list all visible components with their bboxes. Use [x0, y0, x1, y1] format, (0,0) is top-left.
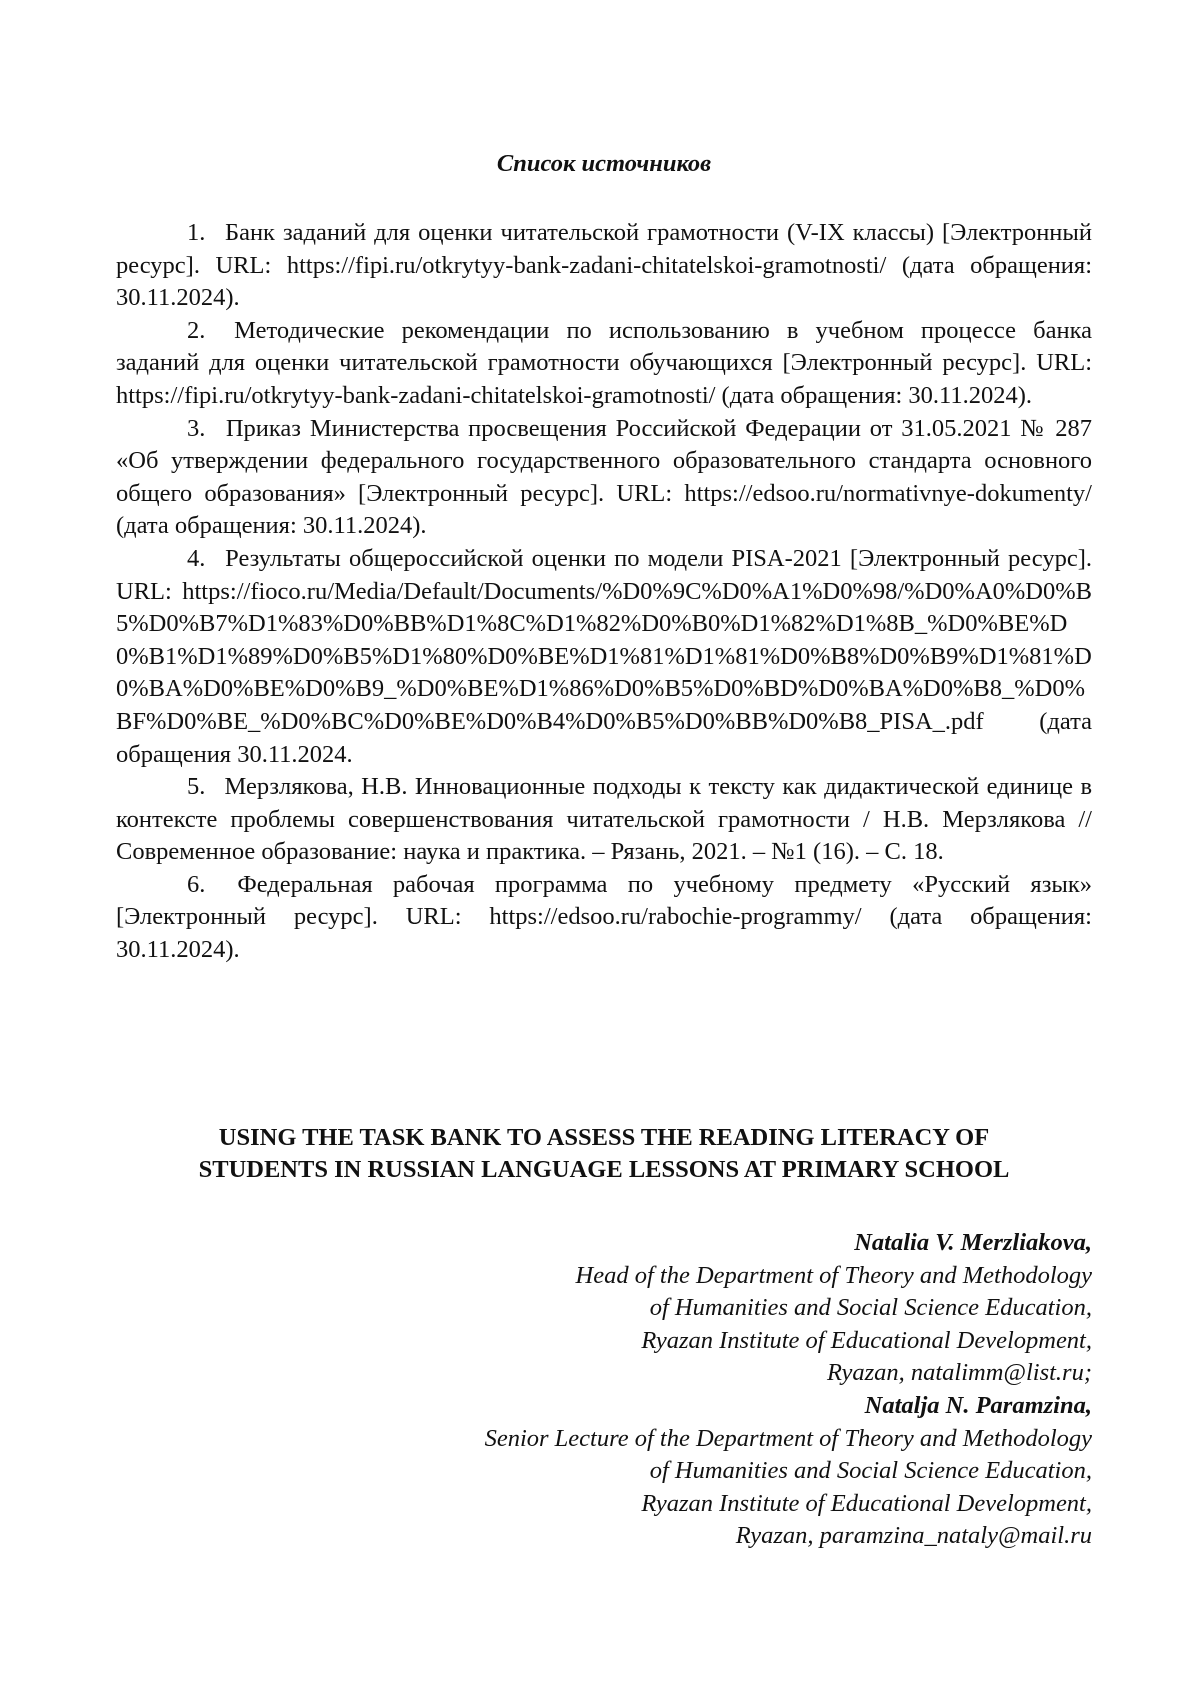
reference-number: 2.	[187, 316, 206, 344]
reference-text: Федеральная рабочая программа по учебному предмету «Русский язык» [Электронный ресурс]. URL: https://edsoo.ru/rabochie-programmy/ (дата обращения: 30.11.2024).	[116, 870, 1092, 964]
reference-text: Результаты общероссийской оценки по модели PISA-2021 [Электронный ресурс]. URL:	[116, 544, 1092, 605]
article-title-line: USING THE TASK BANK TO ASSESS THE READING LITERACY OF	[218, 1124, 990, 1151]
reference-number: 1.	[187, 219, 206, 246]
reference-item	[116, 315, 1092, 413]
reference-number: 6.	[187, 870, 206, 898]
reference-text: Банк заданий для оценки читательской грамотности (V-IX классы) [Электронный ресурс]. URL: https://fipi.ru/otkrytyy-bank-zadani-chitatelskoi-gramotnosti/ (дата обращения: 30.11.2024).	[116, 219, 1092, 312]
reference-url-link[interactable]: https://fioco.ru/Media/Default/Documents/%D0%9C%D0%A1%D0%98/%D0%A0%D0%B5%D0%B7%D1%83%D0%BB%D1%8C%D1%82%D0%B0%D1%82%D1%8B_%D0%BE%D0%B1%D1%89%D0%B5%D1%80%D0%BE%D1%81%D1%81%D0%B8%D0%B9%D1%81%D0%BA%D0%BE%D0%B9_%D0%BE%D1%86%D0%B5%D0%BD%D0%BA%D0%B8_%D0%BF%D0%BE_%D0%BC%D0%BE%D0%B4%D0%B5%D0%BB%D0%B8_PISA_.pdf	[116, 577, 1092, 735]
reference-number: 4.	[187, 544, 206, 572]
reference-text: Мерзлякова, Н.В. Инновационные подходы к тексту как дидактической единице в контексте проблемы совершенствования читательской грамотности / Н.В. Мерзлякова // Современное образование: наука и практика. – Рязань, 2021. – №1 (16). – С. 18.	[116, 773, 1093, 866]
reference-number: 5.	[187, 773, 206, 801]
authors-block	[116, 1227, 1092, 1553]
author-affiliation-line: Ryazan Institute of Educational Development,	[641, 1326, 1092, 1354]
reference-number: 3.	[187, 414, 206, 442]
author-contact-line: Ryazan, paramzina_nataly@mail.ru	[735, 1522, 1092, 1550]
reference-item	[116, 543, 1092, 771]
author-affiliation-line: Head of the Department of Theory and Methodology	[575, 1261, 1092, 1289]
author-affiliation-line: Senior Lecture of the Department of Theory and Methodology	[484, 1424, 1092, 1452]
references-list	[116, 217, 1092, 967]
author-affiliation-line: of Humanities and Social Science Education,	[649, 1457, 1092, 1485]
article-title-line: STUDENTS IN RUSSIAN LANGUAGE LESSONS AT PRIMARY SCHOOL	[198, 1156, 1010, 1183]
author-affiliation-line: of Humanities and Social Science Education,	[649, 1294, 1092, 1322]
author-affiliation-line: Ryazan Institute of Educational Development,	[641, 1489, 1092, 1517]
reference-item	[116, 771, 1092, 869]
author-contact-line: Ryazan, natalimm@list.ru;	[826, 1359, 1092, 1387]
reference-text: Приказ Министерства просвещения Российской Федерации от 31.05.2021 № 287 «Об утверждении федерального государственного образовательного стандарта основного общего образования» [Электронный ресурс]. URL: https://edsoo.ru/normativnye-dokumenty/ (дата обращения: 30.11.2024).	[116, 414, 1093, 540]
reference-text: Методические рекомендации по использованию в учебном процессе банка заданий для оценки читательской грамотности обучающихся [Электронный ресурс]. URL: https://fipi.ru/otkrytyy-bank-zadani-chitatelskoi-gramotnosti/ (дата обращения: 30.11.2024).	[116, 316, 1093, 409]
references-heading: Список источников	[496, 150, 712, 177]
reference-item	[116, 869, 1092, 967]
reference-item	[116, 413, 1092, 543]
article-title	[116, 1122, 1092, 1186]
author-name: Natalia V. Merzliakova,	[854, 1229, 1092, 1256]
reference-access-date: (дата обращения 30.11.2024.	[116, 707, 1092, 768]
author-name: Natalja N. Paramzina,	[864, 1391, 1092, 1419]
reference-item	[116, 217, 1092, 315]
